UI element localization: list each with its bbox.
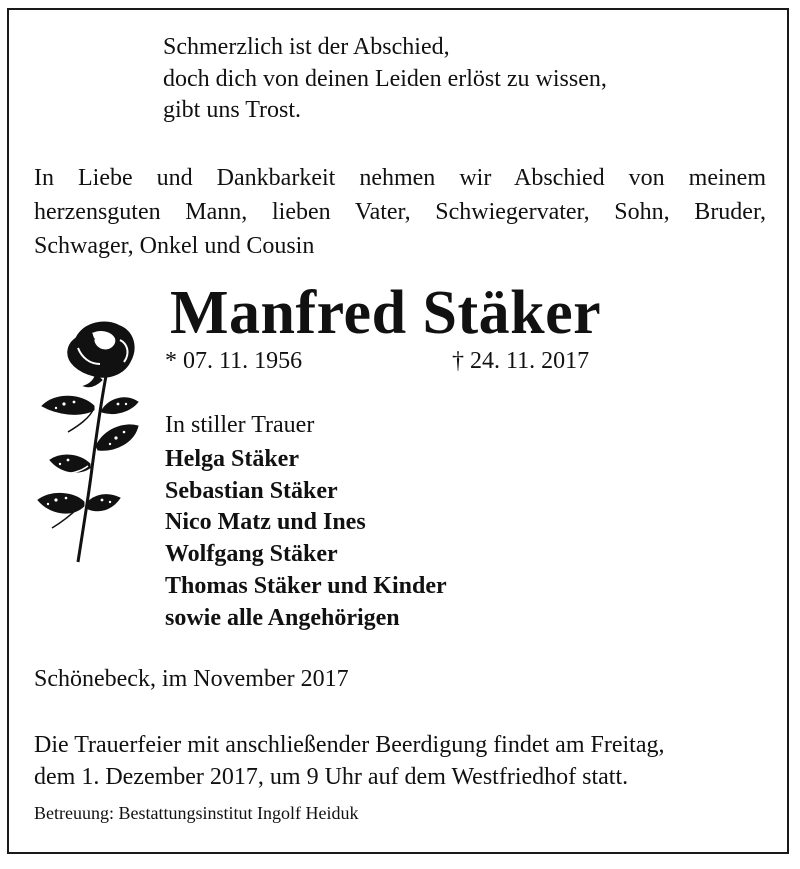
funeral-home: Betreuung: Bestattungsinstitut Ingolf Heiduk	[34, 803, 359, 823]
intro-line: herzensguten Mann, lieben Vater, Schwiegervater, Sohn, Bruder,	[34, 199, 766, 225]
poem	[163, 32, 607, 127]
mourning-heading: In stiller Trauer	[165, 412, 315, 438]
mourner: Wolfgang Stäker	[165, 541, 338, 568]
mourner: Helga Stäker	[165, 446, 299, 472]
funeral-line: dem 1. Dezember 2017, um 9 Uhr auf dem Westfriedhof statt.	[34, 764, 629, 790]
mourners-list	[165, 444, 447, 634]
poem-line: Schmerzlich ist der Abschied,	[163, 34, 450, 60]
intro-text	[34, 161, 766, 263]
rose-icon	[34, 318, 140, 564]
intro-line: Schwager, Onkel und Cousin	[34, 233, 315, 259]
death-date: † 24. 11. 2017	[452, 348, 590, 374]
deceased-name: Manfred Stäker	[170, 279, 602, 347]
poem-line: gibt uns Trost.	[163, 97, 302, 123]
funeral-info	[34, 729, 664, 793]
poem-line: doch dich von deinen Leiden erlöst zu wissen,	[163, 65, 607, 92]
intro-line: In Liebe und Dankbarkeit nehmen wir Abschied von meinem	[34, 165, 766, 191]
mourner: sowie alle Angehörigen	[165, 604, 400, 631]
funeral-line: Die Trauerfeier mit anschließender Beerdigung findet am Freitag,	[34, 732, 665, 758]
place-date: Schönebeck, im November 2017	[34, 666, 349, 692]
birth-date: * 07. 11. 1956	[165, 348, 303, 374]
mourner: Sebastian Stäker	[165, 477, 338, 504]
mourner: Thomas Stäker und Kinder	[165, 572, 447, 599]
mourner: Nico Matz und Ines	[165, 509, 366, 536]
